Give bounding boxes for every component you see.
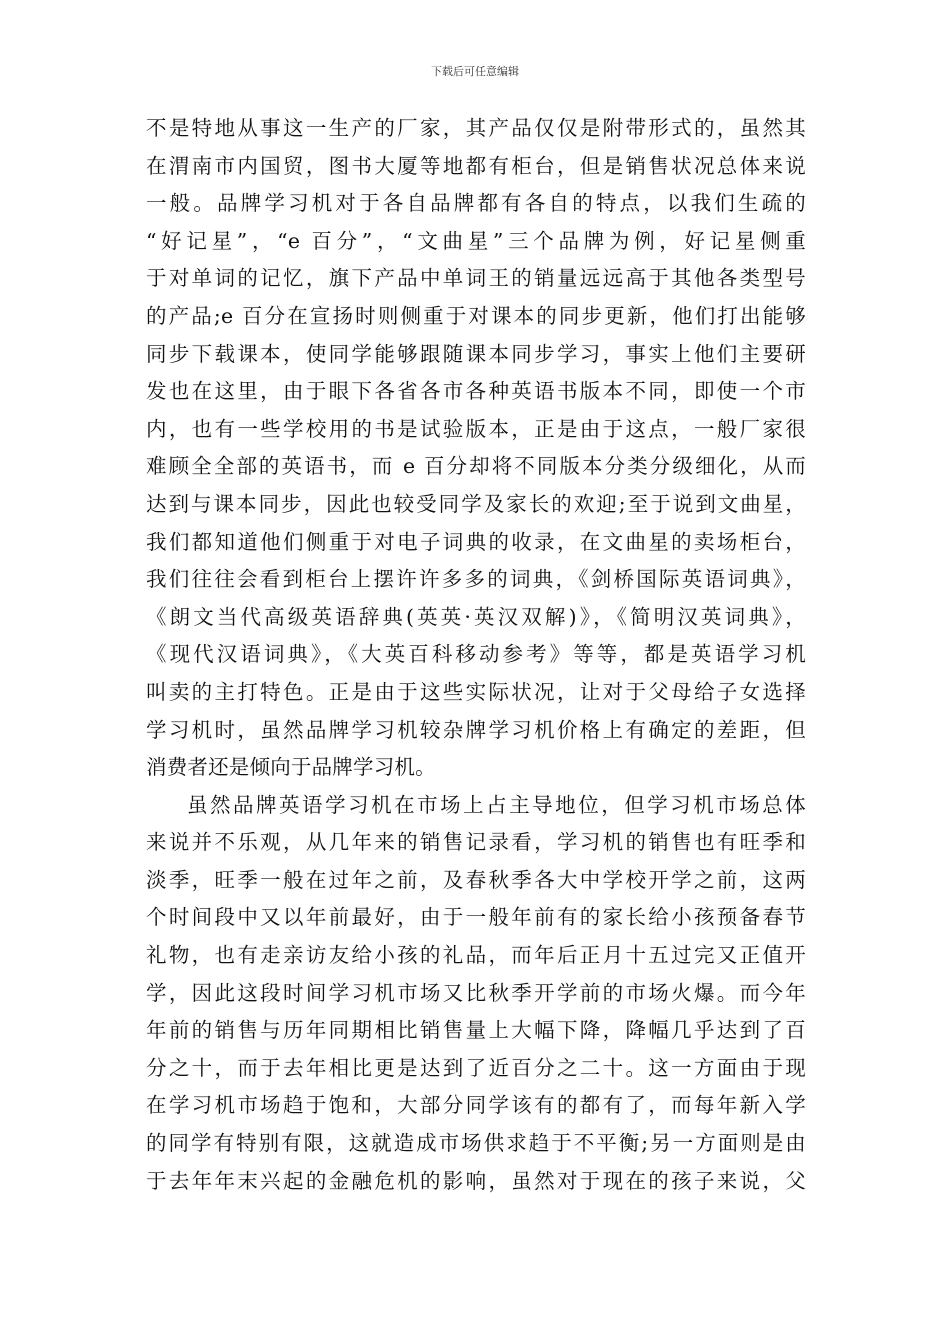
text-line: 礼物，也有走亲访友给小孩的礼品，而年后正月十五过完又正值开 xyxy=(146,943,806,968)
text-line: 淡季，旺季一般在过年之前，及春秋季各大中学校开学之前，这两 xyxy=(146,867,806,892)
page-header: 下载后可任意编辑 xyxy=(431,65,519,78)
text-line: 不是特地从事这一生产的厂家，其产品仅仅是附带形式的，虽然其 xyxy=(146,116,806,140)
text-line: 个时间段中又以年前最好，由于一般年前有的家长给小孩预备春节 xyxy=(146,905,806,930)
text-line: 来说并不乐观，从几年来的销售记录看，学习机的销售也有旺季和 xyxy=(146,830,806,855)
text-line: “好记星”，“e 百分”，“文曲星”三个品牌为例，好记星侧重 xyxy=(146,228,806,253)
text-line: 同步下载课本，使同学能够跟随课本同步学习，事实上他们主要研 xyxy=(146,341,806,366)
text-line: 学，因此这段时间学习机市场又比秋季开学前的市场火爆。而今年 xyxy=(146,980,806,1005)
text-line: 我们都知道他们侧重于对电子词典的收录，在文曲星的卖场柜台， xyxy=(146,529,806,554)
text-line: 发也在这里，由于眼下各省各市各种英语书版本不同，即使一个市 xyxy=(146,379,806,404)
text-line: 一般。品牌学习机对于各自品牌都有各自的特点，以我们生疏的 xyxy=(146,191,806,216)
text-line: 达到与课本同步，因此也较受同学及家长的欢迎;至于说到文曲星， xyxy=(146,491,806,516)
text-line: 在渭南市内国贸，图书大厦等地都有柜台，但是销售状况总体来说 xyxy=(146,153,806,178)
document-body xyxy=(146,110,806,1200)
text-line: 虽然品牌英语学习机在市场上占主导地位，但学习机市场总体 xyxy=(187,792,806,817)
text-line: 学习机时，虽然品牌学习机较杂牌学习机价格上有确定的差距，但 xyxy=(146,717,806,742)
text-line: 于去年年末兴起的金融危机的影响，虽然对于现在的孩子来说，父 xyxy=(146,1168,806,1193)
text-line: 内，也有一些学校用的书是试验版本，正是由于这点，一般厂家很 xyxy=(146,416,806,441)
paragraph-1 xyxy=(146,110,806,787)
text-line: 于对单词的记忆，旗下产品中单词王的销量远远高于其他各类型号 xyxy=(146,266,806,291)
text-line: 在学习机市场趋于饱和，大部分同学该有的都有了，而每年新入学 xyxy=(146,1093,806,1118)
text-line: 的同学有特别有限，这就造成市场供求趋于不平衡;另一方面则是由 xyxy=(146,1131,806,1156)
text-line: 我们往往会看到柜台上摆许许多多的词典，《剑桥国际英语词典》， xyxy=(146,567,806,592)
text-line: 难顾全全部的英语书，而 e 百分却将不同版本分类分级细化，从而 xyxy=(146,454,806,479)
text-line: 《现代汉语词典》，《大英百科移动参考》等等，都是英语学习机 xyxy=(146,642,806,667)
text-line: 叫卖的主打特色。正是由于这些实际状况，让对于父母给子女选择 xyxy=(146,679,806,704)
paragraph-2 xyxy=(146,787,806,1201)
text-line: 年前的销售与历年同期相比销售量上大幅下降，降幅几乎达到了百 xyxy=(146,1018,806,1043)
text-line: 分之十，而于去年相比更是达到了近百分之二十。这一方面由于现 xyxy=(146,1055,806,1080)
text-line: 《朗文当代高级英语辞典(英英·英汉双解)》，《简明汉英词典》， xyxy=(146,604,806,629)
text-line: 消费者还是倾向于品牌学习机。 xyxy=(146,755,436,780)
text-line: 的产品;e 百分在宣扬时则侧重于对课本的同步更新，他们打出能够 xyxy=(146,303,806,328)
